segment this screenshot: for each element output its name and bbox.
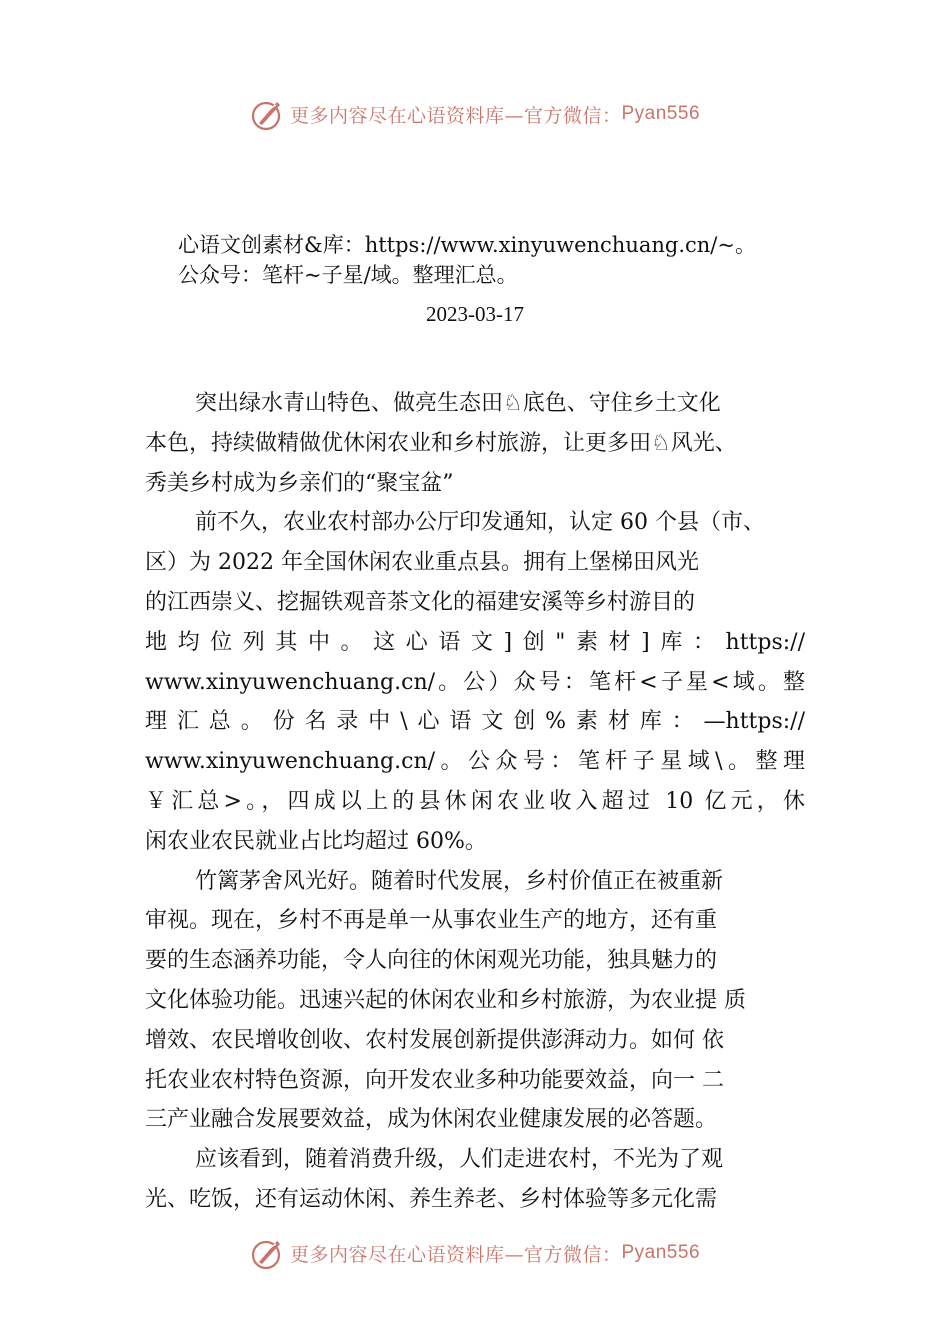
paragraph-line: 应该看到，随着消费升级，人们走进农村，不光为了观 — [195, 1147, 724, 1173]
paragraph-line: 闲农业农民就业占比均超过 60%。 — [145, 828, 487, 854]
publish-date: 2023-03-17 — [426, 302, 524, 326]
paragraph-line: 要的生态涵养功能，令人向往的休闲观光功能，独具魅力的 — [145, 948, 718, 974]
paragraph-line: 本色，持续做精做优休闲农业和乡村旅游，让更多田♘风光、 — [145, 430, 737, 456]
paragraph-line: 增效、农民增收创收、农村发展创新提供澎湃动力。如何 依 — [145, 1027, 724, 1053]
paragraph-line: 突出绿水青山特色、做亮生态田♘底色、守住乡土文化 — [195, 391, 721, 416]
paragraph-line: 前不久，农业农村部办公厅印发通知，认定 60 个县（市、 — [195, 510, 765, 536]
paragraph-line: 的江西崇义、挖掘铁观音茶文化的福建安溪等乡村游目的 — [145, 589, 696, 615]
top-watermark-banner — [0, 94, 950, 134]
article-body — [145, 384, 805, 1220]
paragraph-line: 审视。现在，乡村不再是单一从事农业生产的地方，还有重 — [145, 908, 718, 934]
paragraph-line: 区）为 2022 年全国休闲农业重点县。拥有上堡梯田风光 — [145, 550, 699, 576]
paragraph-line: 秀美乡村成为乡亲们的“聚宝盆” — [145, 470, 454, 496]
bottom-watermark-banner — [0, 1233, 950, 1273]
paragraph-line: 三产业融合发展要效益，成为休闲农业健康发展的必答题。 — [145, 1107, 718, 1133]
quill-logo-icon — [250, 96, 286, 132]
header-line-account: 公众号：笔杆~子星/域。整理汇总。 — [178, 263, 518, 287]
paragraph-line: www.xinyuwenchuang.cn/。公）众号：笔杆<子星<域。整 — [145, 669, 805, 695]
paragraph-line: 地均位列其中。这心语文]创"素材]库：https:// — [145, 629, 805, 655]
paragraph-line: 竹篱茅舍风光好。随着时代发展，乡村价值正在被重新 — [195, 868, 724, 894]
paragraph-line: 文化体验功能。迅速兴起的休闲农业和乡村旅游，为农业提 质 — [145, 987, 746, 1013]
banner-text: 更多内容尽在心语资料库—官方微信： — [289, 104, 622, 127]
banner-wechat-id: Pyan556 — [621, 103, 701, 124]
paragraph-line: ￥汇总>。，四成以上的县休闲农业收入超过 10 亿元，休 — [145, 788, 805, 814]
header-line-source: 心语文创素材&库：https://www.xinyuwenchuang.cn/~。 — [178, 233, 756, 257]
paragraph-line: 托农业农村特色资源，向开发农业多种功能要效益，向一 二 — [145, 1067, 724, 1093]
paragraph-line: www.xinyuwenchuang.cn/。公众号：笔杆子星域\。整理 — [145, 749, 805, 775]
banner-text: 更多内容尽在心语资料库—官方微信： — [289, 1243, 622, 1266]
quill-logo-icon — [250, 1235, 286, 1271]
paragraph-line: 理汇总。份名录中\心语文创%素材库：—https:// — [145, 709, 805, 735]
paragraph-line: 光、吃饭，还有运动休闲、养生养老、乡村体验等多元化需 — [145, 1186, 718, 1212]
banner-wechat-id: Pyan556 — [621, 1242, 701, 1263]
